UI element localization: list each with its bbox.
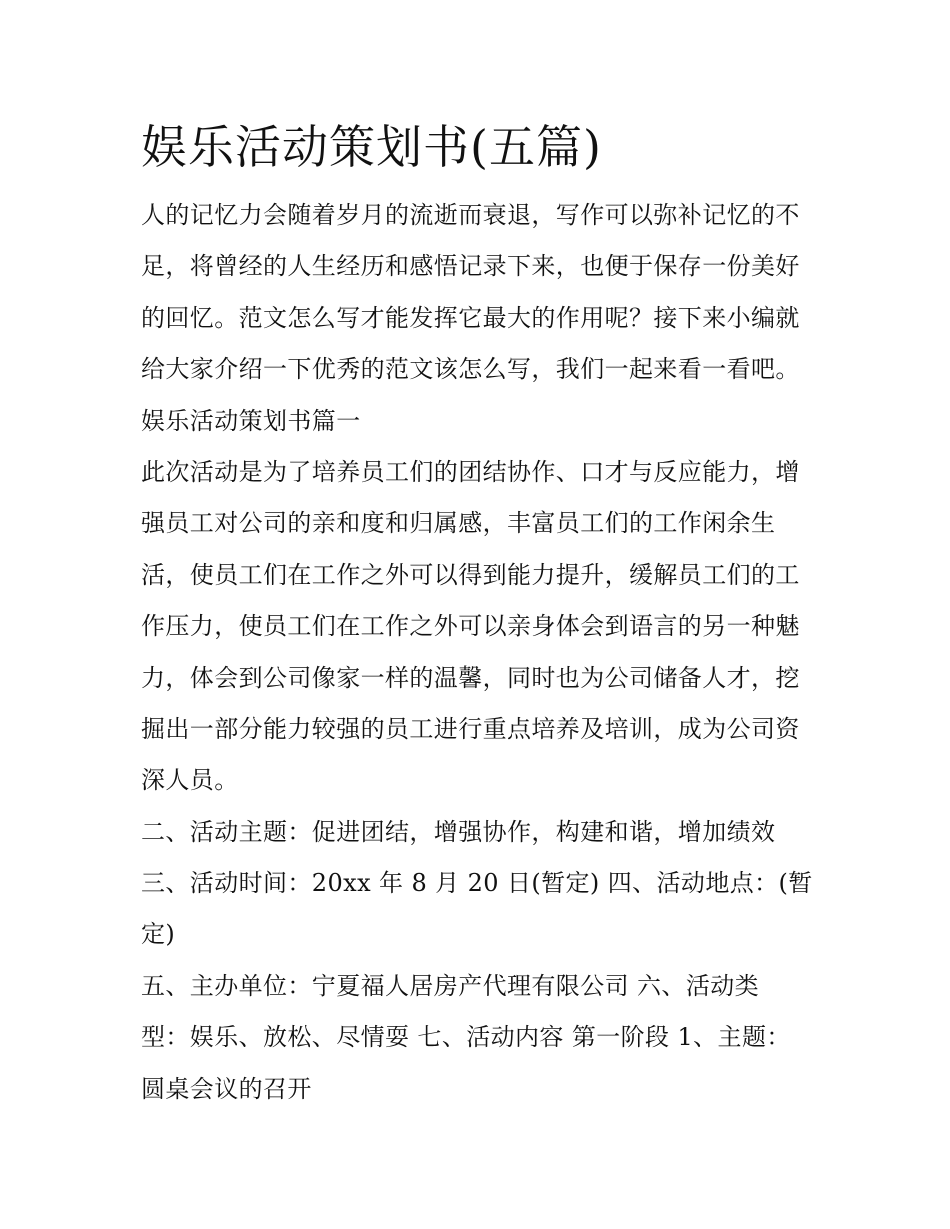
text-line: 人的记忆力会随着岁月的流逝而衰退，写作可以弥补记忆的不 [141,201,800,229]
document-title: 娱乐活动策划书(五篇) [141,120,602,174]
text-line: 作压力，使员工们在工作之外可以亲身体会到语言的另一种魅 [141,612,800,641]
document-page [141,112,821,1115]
text-line: 给大家介绍一下优秀的范文该怎么写，我们一起来看一看吧。 [141,355,800,384]
text-line: 强员工对公司的亲和度和归属感，丰富员工们的工作闲余生 [141,509,776,538]
document-body [141,190,821,1115]
text-line: 定) [141,920,176,949]
text-line: 掘出一部分能力较强的员工进行重点培养及培训，成为公司资 [141,714,800,743]
section-heading: 娱乐活动策划书篇一 [141,406,361,435]
text-line: 力，体会到公司像家一样的温馨，同时也为公司储备人才，挖 [141,663,800,692]
text-line: 深人员。 [141,766,239,795]
text-line: 圆桌会议的召开 [141,1074,312,1103]
text-line: 活，使员工们在工作之外可以得到能力提升，缓解员工们的工 [141,560,800,589]
text-line: 的回忆。范文怎么写才能发挥它最大的作用呢？接下来小编就 [141,303,800,332]
text-line: 型：娱乐、放松、尽情耍 七、活动内容 第一阶段 1、主题： [141,1023,791,1052]
text-line: 五、主办单位：宁夏福人居房产代理有限公司 六、活动类 [141,971,760,1000]
text-line: 三、活动时间：20xx 年 8 月 20 日(暂定) 四、活动地点：(暂 [141,869,813,898]
text-line: 此次活动是为了培养员工们的团结协作、口才与反应能力，增 [141,457,800,486]
text-line: 二、活动主题：促进团结，增强协作，构建和谐，增加绩效 [141,817,776,846]
text-line: 足，将曾经的人生经历和感悟记录下来，也便于保存一份美好 [141,252,800,281]
